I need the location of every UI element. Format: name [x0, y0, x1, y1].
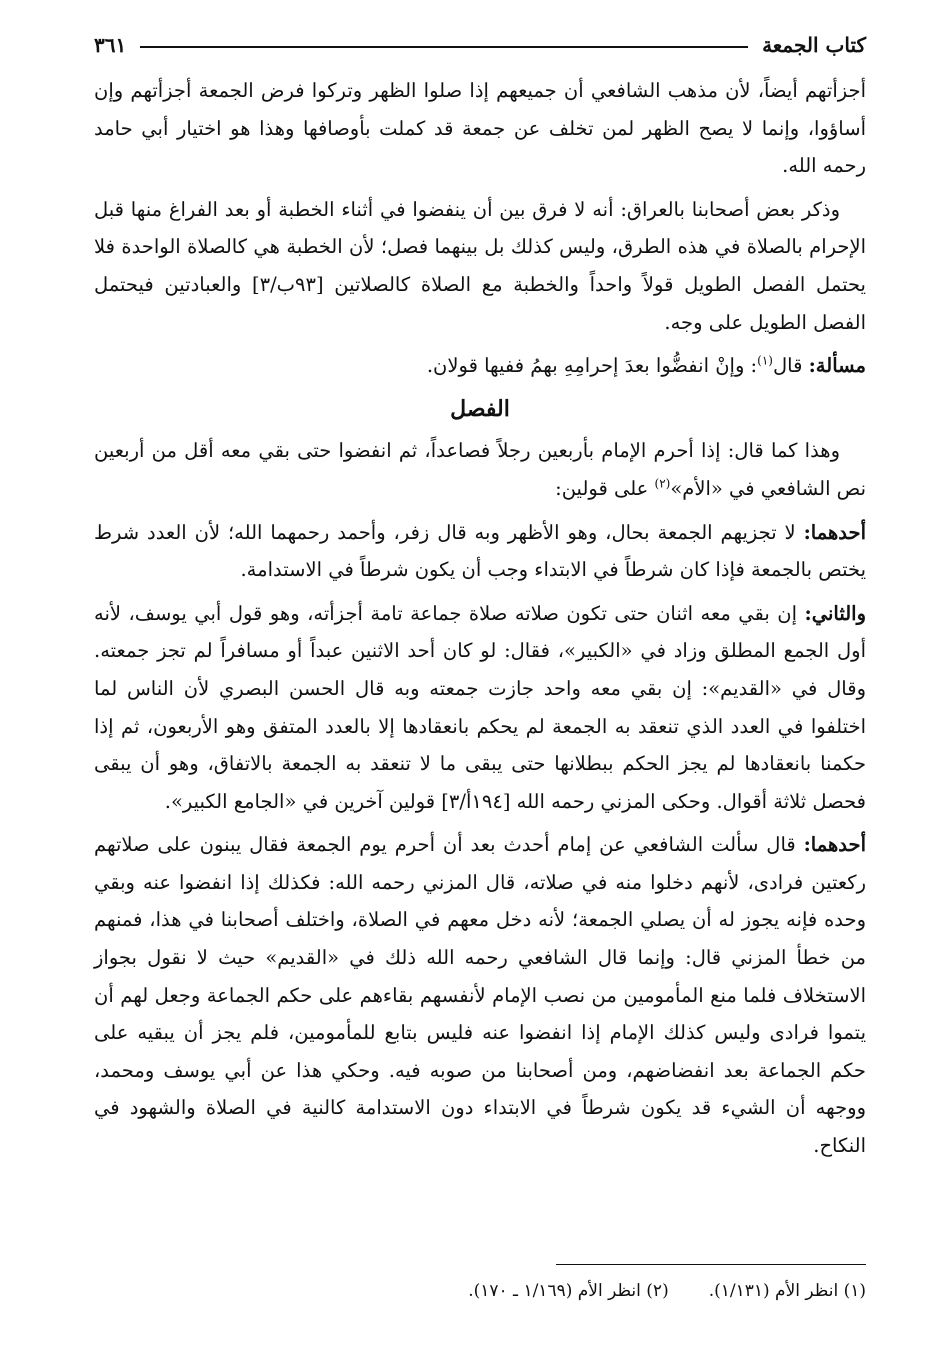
footnote: (١) انظر الأم (١/١٣١). [708, 1281, 866, 1301]
page-number: ٣٦١ [94, 33, 127, 57]
footnote: (٢) انظر الأم (١/١٦٩ ـ ١٧٠). [468, 1281, 669, 1301]
header-rule [140, 46, 748, 48]
main-text [94, 72, 866, 1165]
masala-label: مسألة: [808, 354, 866, 378]
paragraph-lead: والثاني: [804, 601, 866, 625]
paragraph: وذكر بعض أصحابنا بالعراق: أنه لا فرق بين أن ينفضوا في أثناء الخطبة أو بعد الفراغ منها قبل الإحرام بالصلاة في هذه الطرق، وليس كذلك بل بينهما فصل؛ لأن الخطبة هي كالصلاة الواحدة فلا يحتمل الفصل الطويل قولاً واحداً والخطبة مع الصلاة كالصلاتين [٩٣ب/٣] والعبادتين فيحتمل الفصل الطويل على وجه. [94, 197, 866, 334]
paragraph: والثاني: إن بقي معه اثنان حتى تكون صلاته صلاة جماعة تامة أجزأته، وهو قول أبي يوسف، لأنه أول الجمع المطلق وزاد في «الكبير»، فقال: لو كان أحد الاثنين عبداً أو مسافراً لم تجز جمعته. وقال في «القديم»: إن بقي معه واحد جازت جمعته وبه قال الحسن البصري لأن الناس لما اختلفوا في العدد الذي تنعقد به الجمعة لم يحكم بانعقادها إلا بالعدد المتفق وهو الأربعون، ثم إذا حكمنا بانعقادها لم يجز الحكم ببطلانها حتى يبقى ما لا تنعقد به الجمعة بالاتفاق، وهو أن يبقى فحصل ثلاثة أقوال. وحكى المزني رحمه الله [١٩٤أ/٣] قولين آخرين في «الجامع الكبير». [94, 601, 866, 813]
chapter-title: كتاب الجمعة [762, 33, 866, 57]
paragraph: أحدهما: قال سألت الشافعي عن إمام أحدث بعد أن أحرم يوم الجمعة فقال يبنون على صلاتهم ركعتين فرادى، لأنهم دخلوا منه في صلاته، قال المزني رحمه الله: فكذلك إذا انفضوا عنه وبقي وحده فإنه يجوز له أن يصلي الجمعة؛ لأنه دخل معهم في الصلاة، واختلف أصحابنا في هذا، فمنهم من خطأ المزني قال: وإنما قال الشافعي رحمه الله ذلك في «القديم» حيث لا نقول بجواز الاستخلاف فلما منع المأمومين من نصب الإمام لأنفسهم بقاءهم على حكم الجماعة وجعل لهم أن يتموا فرادى وليس كذلك الإمام إذا انفضوا عنه فليس بتابع للمأمومين، فلم يجز أن يبقيه على حكم الجماعة بعد انفضاضهم، ومن أصحابنا من صوبه فيه. وحكي هذا عن أبي يوسف ومحمد، ووجهه أن الشيء قد يكون شرطاً في الابتداء دون الاستدامة كالنية في الصلاة والشهود في النكاح. [94, 833, 866, 1158]
paragraph-lead: أحدهما: [803, 833, 866, 857]
footnote-rule [556, 1264, 866, 1265]
paragraph: أجزأتهم أيضاً، لأن مذهب الشافعي أن جميعهم إذا صلوا الظهر وتركوا فرض الجمعة أجزأتهم وإن أساؤوا، وإنما لا يصح الظهر لمن تخلف عن جمعة قد كملت بأوصافها وهذا هو اختيار أبي حامد رحمه الله. [94, 79, 866, 178]
footnotes [94, 1264, 866, 1301]
paragraph: أحدهما: لا تجزيهم الجمعة بحال، وهو الأظهر وبه قال زفر، وأحمد رحمهما الله؛ لأن العدد شرط يختص بالجمعة فإذا كان شرطاً في الابتداء وجب أن يكون شرطاً في الاستدامة. [94, 520, 866, 582]
footnote-ref: (٢) [654, 476, 671, 491]
running-header [94, 28, 866, 62]
section-intro: وهذا كما قال: إذا أحرم الإمام بأربعين رجلاً فصاعداً، ثم انفضوا حتى بقي معه أقل من أربعين نص الشافعي في «الأم»$^{(٢)}$ على قولين: [94, 439, 866, 500]
footnote-ref: (١) [757, 353, 773, 368]
paragraph-lead: أحدهما: [803, 520, 866, 544]
masala-paragraph: مسألة: قال$^{(١)}$: وإنْ انفضُّوا بعدَ إحرامِهِ بهمُ ففيها قولان. [426, 353, 866, 378]
section-title: الفصل [450, 395, 510, 422]
